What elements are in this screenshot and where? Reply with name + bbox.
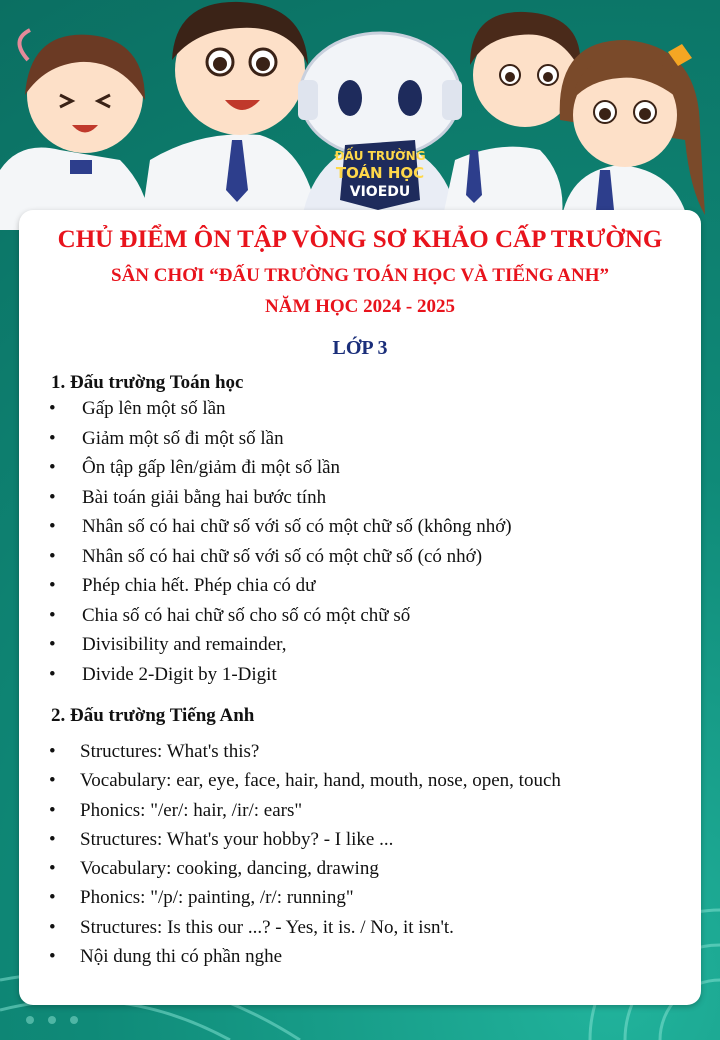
svg-text:ĐẤU TRƯỜNG: ĐẤU TRƯỜNG: [334, 149, 426, 163]
section-heading-english: 2. Đấu trường Tiếng Anh: [51, 705, 255, 726]
section-heading-math: 1. Đấu trường Toán học: [51, 372, 244, 393]
characters-banner: [0, 0, 720, 230]
vioedu-logo: [334, 140, 425, 210]
svg-text:TOÁN HỌC: TOÁN HỌC: [335, 164, 425, 182]
boy-right-illustration: [440, 12, 580, 230]
school-year: NĂM HỌC 2024 - 2025: [265, 296, 455, 317]
girl-right-illustration: [560, 40, 705, 230]
boy-center-illustration: [140, 2, 320, 230]
page-title: CHỦ ĐIỂM ÔN TẬP VÒNG SƠ KHẢO CẤP TRƯỜNG: [57, 226, 663, 253]
grade-label: LỚP 3: [332, 337, 388, 359]
svg-text:VIOEDU: VIOEDU: [349, 184, 411, 200]
girl-left-illustration: [0, 30, 150, 230]
content-card: CHỦ ĐIỂM ÔN TẬP VÒNG SƠ KHẢO CẤP TRƯỜNG SÂN CHƠI “ĐẤU TRƯỜNG TOÁN HỌC VÀ TIẾNG ANH” NĂM HỌC 2024 - 2025 LỚP 3 1. Đấu trường Toán học • Gấp lên một số lần • Giảm một số đi một số lần • Ôn tập gấp lên/giảm đi một số lần • Bài toán giải bằng hai bước tính • Nhân số có hai chữ số với số có một chữ số (không nhớ) • Nhân số có hai chữ số với số có một chữ số (có nhớ) • Phép chia hết. Phép chia có dư • Chia số có hai chữ số cho số có một chữ số • Divisibility and remainder, • Divide 2-Digit by 1-Digit 2. Đấu trường Tiếng Anh • Structures: What's this? • Vocabulary: ear, eye, face, hair, hand, mouth, nose, open, touch • Phonics: "/er/: hair, /ir/: ears" • Structures: What's your hobby? - I like ... • Vocabulary: cooking, dancing, drawing • Phonics: "/p/: painting, /r/: running" • Structures: Is this our ...? - Yes, it is. / No, it isn't. • Nội dung thi có phần nghe: [19, 210, 701, 1005]
page-subtitle: SÂN CHƠI “ĐẤU TRƯỜNG TOÁN HỌC VÀ TIẾNG ANH”: [111, 265, 609, 286]
